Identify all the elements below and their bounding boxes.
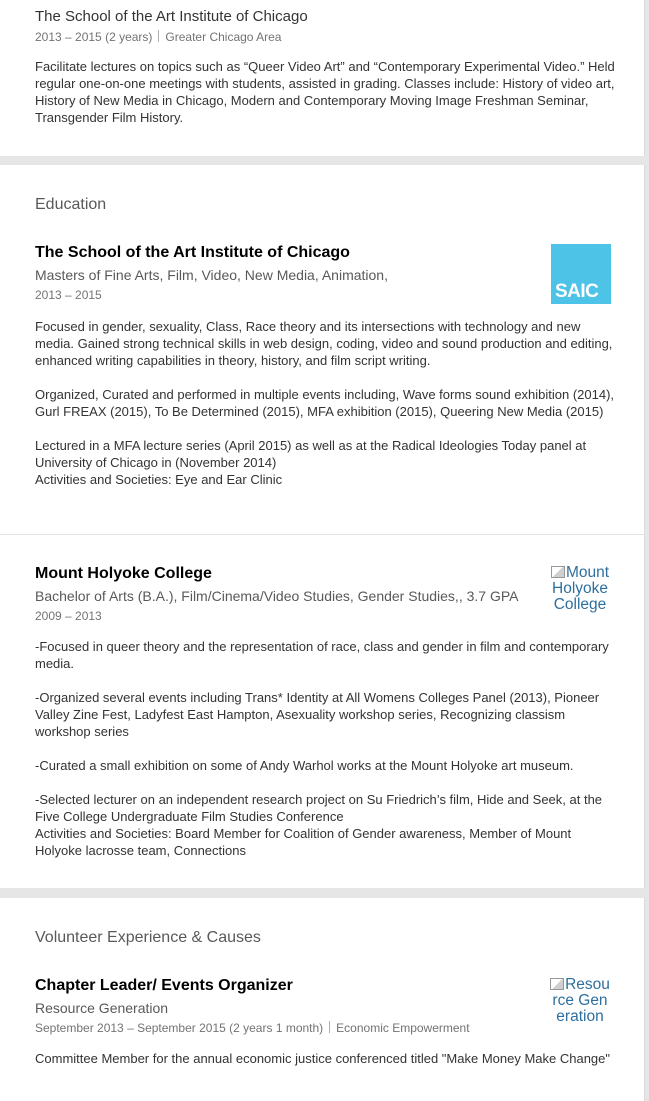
broken-image-icon	[551, 566, 565, 578]
volunteer-meta	[35, 1021, 470, 1035]
experience-meta	[35, 30, 281, 44]
experience-location: Greater Chicago Area	[165, 30, 282, 44]
broken-image-icon	[550, 978, 564, 990]
volunteer-description: Committee Member for the annual economic justice conferenced titled "Make Money Make Change"	[35, 1051, 611, 1066]
volunteer-cause: Economic Empowerment	[336, 1021, 470, 1035]
experience-dates: 2013 – 2015 (2 years)	[35, 30, 153, 44]
education-school-title[interactable]: Mount Holyoke College	[35, 565, 212, 582]
education-degree: Bachelor of Arts (B.A.), Film/Cinema/Video Studies, Gender Studies,, 3.7 GPA	[35, 588, 519, 604]
education-dates: 2013 – 2015	[35, 288, 102, 302]
meta-separator	[329, 1021, 330, 1033]
education-description: Focused in gender, sexuality, Class, Race theory and its intersections with technology and new media. Gained strong technical skills in web design, coding, video and sound production and editing, enhanced writing capabilities in theory, history, and film script writing. Organized, Curated and performed in multiple events including, Wave forms sound exhibition (2014), Gurl FREAX (2015), To Be Determined (2015), MFA exhibition (2015), Queering New Media (2015) Lectured in a MFA lecture series (April 2015) as well as at the Radical Ideologies Today panel at University of Chicago in (November 2014) Activities and Societies: Eye and Ear Clinic	[35, 319, 615, 487]
education-card	[0, 165, 645, 888]
volunteer-organization[interactable]: Resource Generation	[35, 1000, 169, 1016]
meta-separator	[158, 30, 159, 42]
logo-alt-text: Mount Holyoke College	[552, 564, 610, 613]
saic-logo-text: SAIC	[555, 281, 599, 302]
education-dates: 2009 – 2013	[35, 609, 102, 623]
volunteer-heading: Volunteer Experience & Causes	[35, 929, 261, 946]
education-heading: Education	[35, 196, 107, 213]
education-school-title[interactable]: The School of the Art Institute of Chicago	[35, 244, 350, 261]
volunteer-role: Chapter Leader/ Events Organizer	[35, 977, 293, 994]
experience-description: Facilitate lectures on topics such as “Queer Video Art” and “Contemporary Experimental Video.” Held regular one-on-one meetings with students, assisted in grading. Classes include: History of video art, History of New Media in Chicago, Modern and Contemporary Moving Image Freshman Seminar, Transgender Film History.	[35, 59, 615, 125]
organization-logo[interactable]	[550, 977, 610, 1025]
school-logo[interactable]	[551, 244, 611, 304]
experience-school[interactable]: The School of the Art Institute of Chicago	[35, 8, 308, 25]
education-description: -Focused in queer theory and the representation of race, class and gender in film and contemporary media. -Organized several events including Trans* Identity at All Womens Colleges Panel (2013), Pioneer Valley Zine Fest, Ladyfest East Hampton, Asexuality workshop series, Recognizing classism workshop series -Curated a small exhibition on some of Andy Warhol works at the Mount Holyoke art museum. -Selected lecturer on an independent research project on Su Friedrich’s film, Hide and Seek, at the Five College Undergraduate Film Studies Conference Activities and Societies: Board Member for Coalition of Gender awareness, Member of Mount Holyoke lacrosse team, Connections	[35, 639, 609, 858]
volunteer-card	[0, 898, 645, 1101]
school-logo[interactable]	[550, 565, 610, 613]
logo-alt-text: Resource Generation	[552, 976, 610, 1025]
volunteer-dates: September 2013 – September 2015 (2 years 1 month)	[35, 1021, 324, 1035]
experience-card	[0, 0, 645, 156]
entry-divider	[0, 534, 645, 535]
education-degree: Masters of Fine Arts, Film, Video, New Media, Animation,	[35, 267, 388, 283]
